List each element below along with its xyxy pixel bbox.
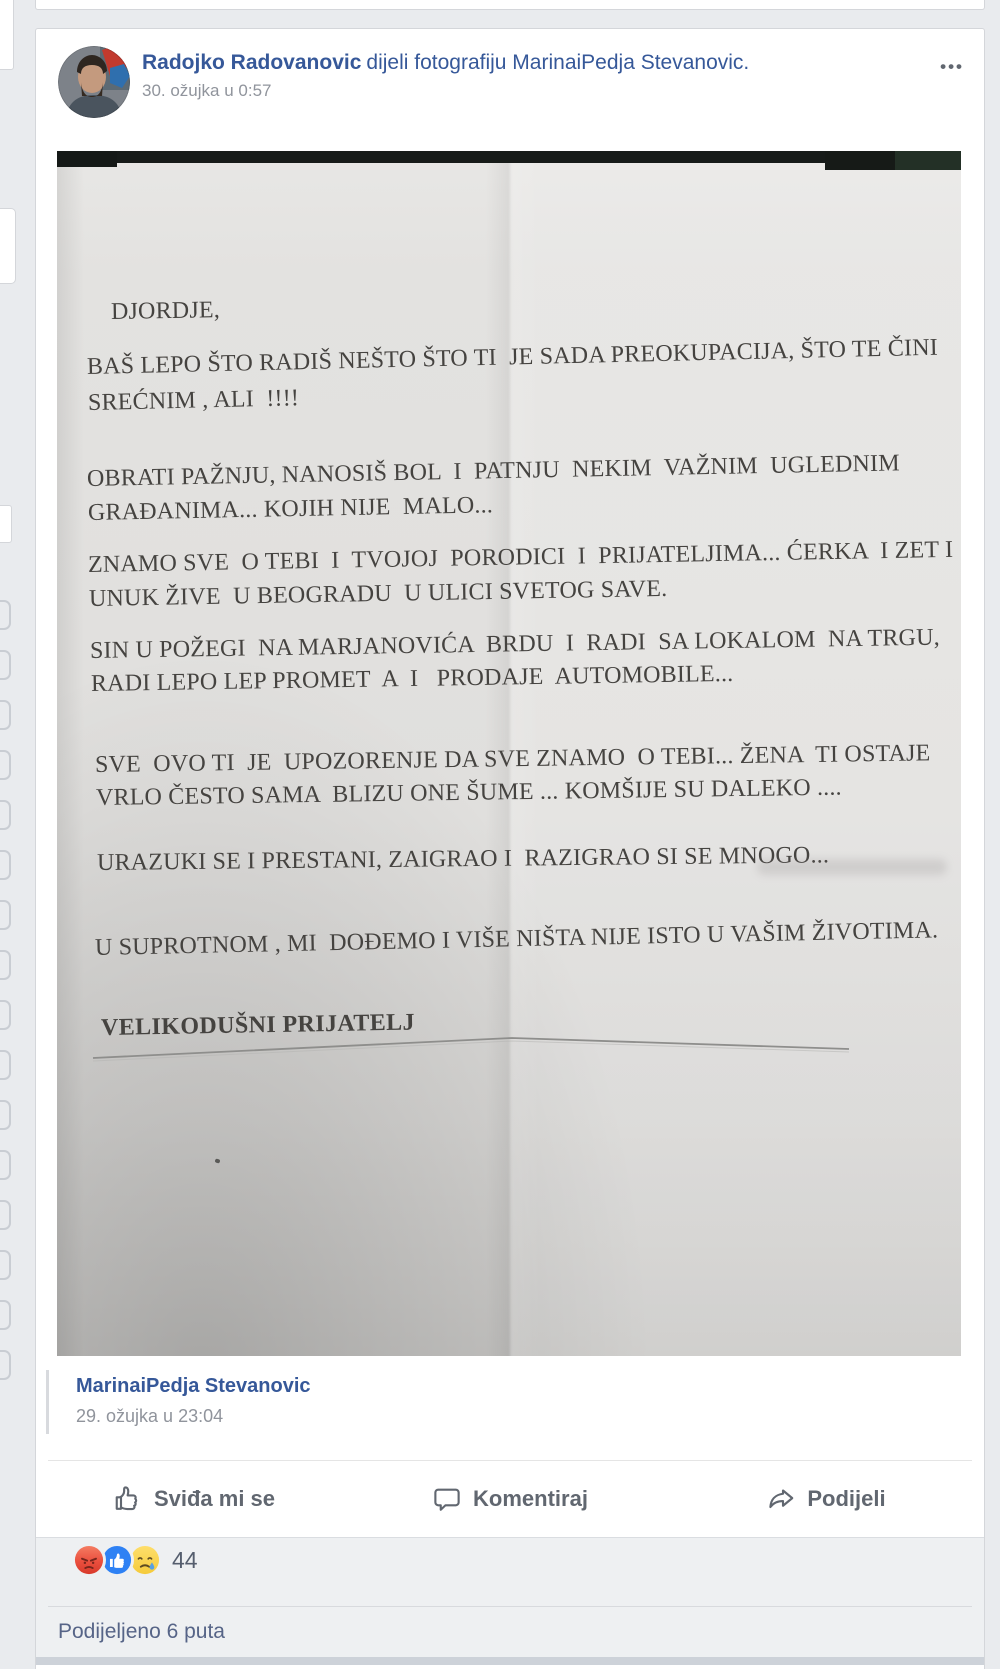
paper-fold-line: [87, 1029, 887, 1069]
share-icon: [766, 1484, 796, 1514]
post-header-line: [142, 49, 942, 76]
bottom-strip: [36, 1657, 984, 1665]
thumbs-up-icon: [113, 1484, 143, 1514]
left-rail-cutoff-card: [0, 208, 16, 284]
letter-line: U SUPROTNOM , MI DOĐEMO I VIŠE NIŠTA NIJE ISTO U VAŠIM ŽIVOTIMA.: [94, 917, 939, 961]
share-button[interactable]: [668, 1461, 984, 1537]
letter-line: RADI LEPO LEP PROMET A I PRODAJE AUTOMOBILE...: [90, 660, 734, 697]
left-rail-item: [0, 600, 11, 630]
like-button-label: Sviđa mi se: [153, 1486, 276, 1511]
left-rail-item: [0, 700, 11, 730]
left-rail-cutoff-card: [0, 505, 12, 543]
letter-line: SVE OVO TI JE UPOZORENJE DA SVE ZNAMO O TEBI... ŽENA TI OSTAJE: [94, 740, 931, 778]
action-bar: [36, 1461, 984, 1537]
attribution-bar: [46, 1370, 49, 1434]
post-options-icon[interactable]: •••: [940, 57, 964, 76]
photo-dark-strip: [895, 151, 961, 170]
post-header: [142, 49, 942, 101]
letter-line: SIN U POŽEGI NA MARJANOVIĆA BRDU I RADI SA LOKALOM NA TRGU,: [89, 624, 941, 664]
letter-line: DJORDJE,: [110, 297, 221, 325]
left-rail-item: [0, 800, 11, 830]
letter-line: BAŠ LEPO ŠTO RADIŠ NEŠTO ŠTO TI JE SADA PREOKUPACIJA, ŠTO TE ČINI: [86, 334, 939, 380]
facebook-post-card: [35, 28, 985, 1669]
letter-line: SREĆNIM , ALI !!!!: [87, 385, 300, 416]
letter-line: UNUK ŽIVE U BEOGRADU U ULICI SVETOG SAVE.: [88, 575, 668, 612]
left-rail-item: [0, 1350, 11, 1380]
left-rail-item: [0, 650, 11, 680]
left-rail-item: [0, 1200, 11, 1230]
original-author-link[interactable]: MarinaiPedja Stevanovic: [76, 1375, 311, 1397]
avatar[interactable]: [58, 46, 130, 118]
share-count-link[interactable]: Podijeljeno 6 puta: [58, 1620, 225, 1643]
angry-reaction-icon: [72, 1543, 106, 1577]
left-rail-item: [0, 750, 11, 780]
share-button-label: Podijeli: [807, 1486, 886, 1511]
comment-icon: [432, 1484, 462, 1514]
post-footer: [36, 1537, 984, 1664]
reaction-count: 44: [172, 1546, 198, 1573]
letter-line: VRLO ČESTO SAMA BLIZU ONE ŠUME ... KOMŠIJE SU DALEKO ....: [95, 774, 842, 811]
left-rail-item: [0, 900, 11, 930]
left-rail-item: [0, 950, 11, 980]
letter-line: GRAĐANIMA... KOJIH NIJE MALO...: [87, 492, 494, 526]
comment-button-label: Komentiraj: [473, 1486, 588, 1511]
letter-line: VELIKODUŠNI PRIJATELJ: [100, 1009, 416, 1041]
reactions-summary[interactable]: [72, 1543, 198, 1577]
divider: [48, 1606, 972, 1607]
previous-card-edge: [35, 0, 985, 10]
letter-line: URAZUKI SE I PRESTANI, ZAIGRAO I RAZIGRAO SI SE MNOGO...: [96, 842, 830, 876]
left-rail-item: [0, 1000, 11, 1030]
post-timestamp[interactable]: 30. ožujka u 0:57: [142, 81, 272, 100]
letter-line: OBRATI PAŽNJU, NANOSIŠ BOL I PATNJU NEKIM VAŽNIM UGLEDNIM: [86, 450, 901, 492]
left-rail-item: [0, 1100, 11, 1130]
like-button[interactable]: [36, 1461, 352, 1537]
left-rail-item: [0, 1300, 11, 1330]
original-post-timestamp[interactable]: 29. ožujka u 23:04: [76, 1406, 224, 1426]
post-action-text: dijeli fotografiju MarinaiPedja Stevanovic.: [366, 51, 750, 74]
photo-smudge: [757, 859, 947, 875]
left-rail-item: [0, 850, 11, 880]
left-rail-item: [0, 1150, 11, 1180]
avatar-image: [58, 46, 130, 118]
left-rail-item: [0, 1250, 11, 1280]
left-rail-cutoff-card: [0, 0, 14, 70]
letter-line: ZNAMO SVE O TEBI I TVOJOJ PORODICI I PRIJATELJIMA... ĆERKA I ZET I: [87, 536, 954, 578]
left-rail-item: [0, 1050, 11, 1080]
author-link[interactable]: Radojko Radovanovic: [142, 51, 362, 74]
photo-dark-strip: [57, 151, 117, 167]
shared-photo[interactable]: [57, 151, 961, 1356]
comment-button[interactable]: [352, 1461, 668, 1537]
photo-speck: [214, 1158, 220, 1163]
